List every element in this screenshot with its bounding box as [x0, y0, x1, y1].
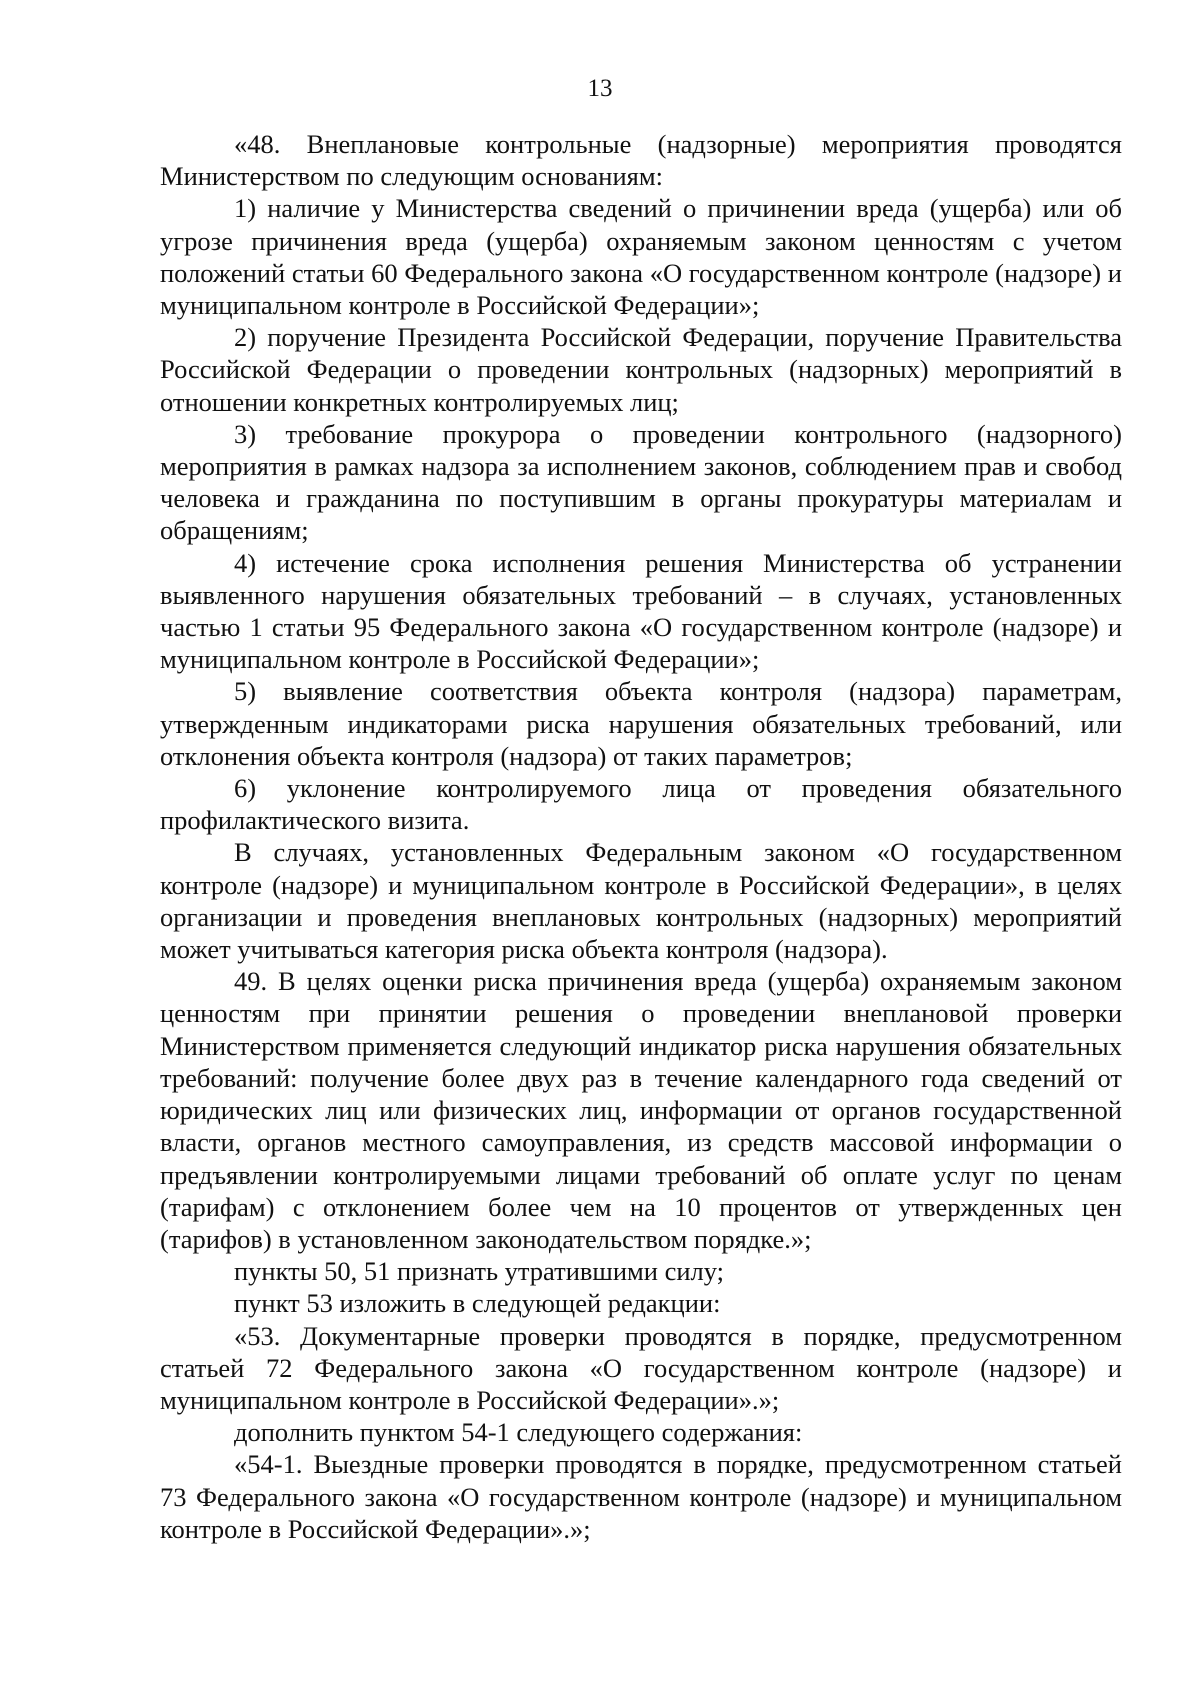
paragraph-49: 49. В целях оценки риска причинения вреда (ущерба) охраняемым законом ценностям при принятии решения о проведении внеплановой проверки Министерством применяется следующий индикатор риска нарушения обязательных требований: получение более двух раз в течение календарного года сведений от юридических лиц или физических лиц, информации от органов государственной власти, органов местного самоуправления, из средств массовой информации о предъявлении контролируемыми лицами требований об оплате услуг по ценам (тарифам) с отклонением более чем на 10 процентов от утвержденных цен (тарифов) в установленном законодательством порядке.»;: [160, 966, 1122, 1254]
list-item-2: 2) поручение Президента Российской Федерации, поручение Правительства Российской Федерации о проведении контрольных (надзорных) мероприятий в отношении конкретных контролируемых лиц;: [160, 322, 1122, 417]
paragraph-53: «53. Документарные проверки проводятся в порядке, предусмотренном статьей 72 Федерального закона «О государственном контроле (надзоре) и муниципальном контроле в Российской Федерации».»;: [160, 1320, 1122, 1415]
list-item-5: 5) выявление соответствия объекта контроля (надзора) параметрам, утвержденным индикаторами риска нарушения обязательных требований, или отклонения объекта контроля (надзора) от таких параметров;: [160, 676, 1122, 771]
paragraph-54-1: «54-1. Выездные проверки проводятся в порядке, предусмотренном статьей 73 Федерального закона «О государственном контроле (надзоре) и муниципальном контроле в Российской Федерации».»;: [160, 1449, 1122, 1544]
list-item-6: 6) уклонение контролируемого лица от проведения обязательного профилактического визита.: [160, 773, 1122, 836]
page-number: 13: [587, 75, 613, 102]
list-item-4: 4) истечение срока исполнения решения Министерства об устранении выявленного нарушения обязательных требований – в случаях, установленных частью 1 статьи 95 Федерального закона «О государственном контроле (надзоре) и муниципальном контроле в Российской Федерации»;: [160, 547, 1122, 675]
paragraph-48-intro: «48. Внеплановые контрольные (надзорные) мероприятия проводятся Министерством по следующим основаниям:: [160, 129, 1122, 192]
list-item-1: 1) наличие у Министерства сведений о причинении вреда (ущерба) или об угрозе причинения вреда (ущерба) охраняемым законом ценностям с учетом положений статьи 60 Федерального закона «О государственном контроле (надзоре) и муниципальном контроле в Российской Федерации»;: [160, 193, 1122, 321]
paragraph-53-intro: пункт 53 изложить в следующей редакции:: [234, 1288, 721, 1319]
paragraph-50-51-repealed: пункты 50, 51 признать утратившими силу;: [234, 1256, 725, 1287]
paragraph-risk-category: В случаях, установленных Федеральным законом «О государственном контроле (надзоре) и муниципальном контроле в Российской Федерации», в целях организации и проведения внеплановых контрольных (надзорных) мероприятий может учитываться категория риска объекта контроля (надзора).: [160, 837, 1122, 965]
list-item-3: 3) требование прокурора о проведении контрольного (надзорного) мероприятия в рамках надзора за исполнением законов, соблюдением прав и свобод человека и гражданина по поступившим в органы прокуратуры материалам и обращениям;: [160, 418, 1122, 546]
paragraph-54-1-intro: дополнить пунктом 54-1 следующего содержания:: [234, 1417, 803, 1448]
document-body: [160, 128, 1122, 1545]
